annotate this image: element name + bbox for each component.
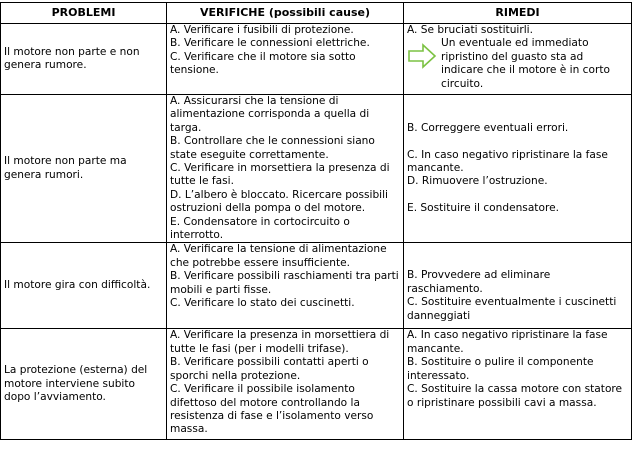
check-item: C. Verificare lo stato dei cuscinetti. <box>170 297 355 310</box>
remedy-item: A. In caso negativo ripristinare la fase mancante. <box>407 329 608 355</box>
check-item: C. Verificare che il motore sia sotto tensione. <box>170 50 356 77</box>
check-item: D. L’albero è bloccato. Ricercare possibili ostruzioni della pompa o del motore. <box>170 188 389 215</box>
remedy-item: C. Sostituire la cassa motore con statore o ripristinare possibili cavi a massa. <box>407 383 623 409</box>
remedy-item: C. In caso negativo ripristinare la fase mancante. <box>407 148 608 175</box>
remedy-note-block <box>407 37 628 91</box>
problem-cell <box>1 243 167 329</box>
remedies-cell <box>404 24 632 95</box>
check-item: A. Verificare la tensione di alimentazione che potrebbe essere insufficiente. <box>170 243 387 269</box>
problem-text: Il motore non parte ma genera rumori. <box>4 155 127 181</box>
remedy-item: B. Provvedere ad eliminare raschiamento. <box>407 269 551 295</box>
check-item: A. Assicurarsi che la tensione di alimentazione corrisponda a quella di targa. <box>170 95 370 134</box>
check-item: A. Verificare la presenza in morsettiera di tutte le fasi (per i modelli trifase). <box>170 329 390 355</box>
problem-cell <box>1 95 167 243</box>
troubleshooting-table <box>0 2 632 440</box>
remedy-item: B. Sostituire o pulire il componente interessato. <box>407 356 594 382</box>
problem-cell <box>1 24 167 95</box>
check-item: B. Verificare possibili contatti aperti o sporchi nella protezione. <box>170 356 369 382</box>
check-item: C. Verificare in morsettiera la presenza di tutte le fasi. <box>170 162 390 188</box>
remedy-item: E. Sostituire il condensatore. <box>407 202 559 215</box>
problem-text: Il motore non parte e non genera rumore. <box>4 45 140 71</box>
remedy-item: B. Correggere eventuali errori. <box>407 121 569 134</box>
table-row <box>1 329 632 440</box>
checks-cell <box>167 95 404 243</box>
check-item: B. Verificare possibili raschiamenti tra parti mobili e parti fisse. <box>170 270 399 296</box>
check-item: B. Verificare le connessioni elettriche. <box>170 37 370 50</box>
header-row <box>1 3 632 24</box>
table-row <box>1 243 632 329</box>
header-problems: PROBLEMI <box>1 3 167 24</box>
check-item: E. Condensatore in cortocircuito o interrotto. <box>170 215 350 242</box>
problem-text: Il motore gira con difficoltà. <box>4 279 151 292</box>
checks-cell <box>167 24 404 95</box>
table-row <box>1 95 632 243</box>
table-row <box>1 24 632 95</box>
remedy-item: A. Se bruciati sostituirli. <box>407 24 533 36</box>
check-item: B. Controllare che le connessioni siano state eseguite correttamente. <box>170 135 375 161</box>
right-arrow-outline-icon <box>407 43 437 69</box>
remedy-item: C. Sostituire eventualmente i cuscinetti danneggiati <box>407 296 617 322</box>
remedies-cell <box>404 243 632 329</box>
checks-cell <box>167 243 404 329</box>
header-checks: VERIFICHE (possibili cause) <box>167 3 404 24</box>
header-remedies: RIMEDI <box>404 3 632 24</box>
remedy-note: Un eventuale ed immediato ripristino del guasto sta ad indicare che il motore è in corto circuito. <box>441 37 610 90</box>
check-item: A. Verificare i fusibili di protezione. <box>170 24 354 36</box>
checks-cell <box>167 329 404 440</box>
check-item: C. Verificare il possibile isolamento difettoso del motore controllando la resistenza di fase e l’isolamento verso massa. <box>170 383 374 436</box>
remedies-cell <box>404 95 632 243</box>
remedies-cell <box>404 329 632 440</box>
remedy-item: D. Rimuovere l’ostruzione. <box>407 175 548 188</box>
problem-cell <box>1 329 167 440</box>
problem-text: La protezione (esterna) del motore interviene subito dopo l’avviamento. <box>4 364 148 404</box>
